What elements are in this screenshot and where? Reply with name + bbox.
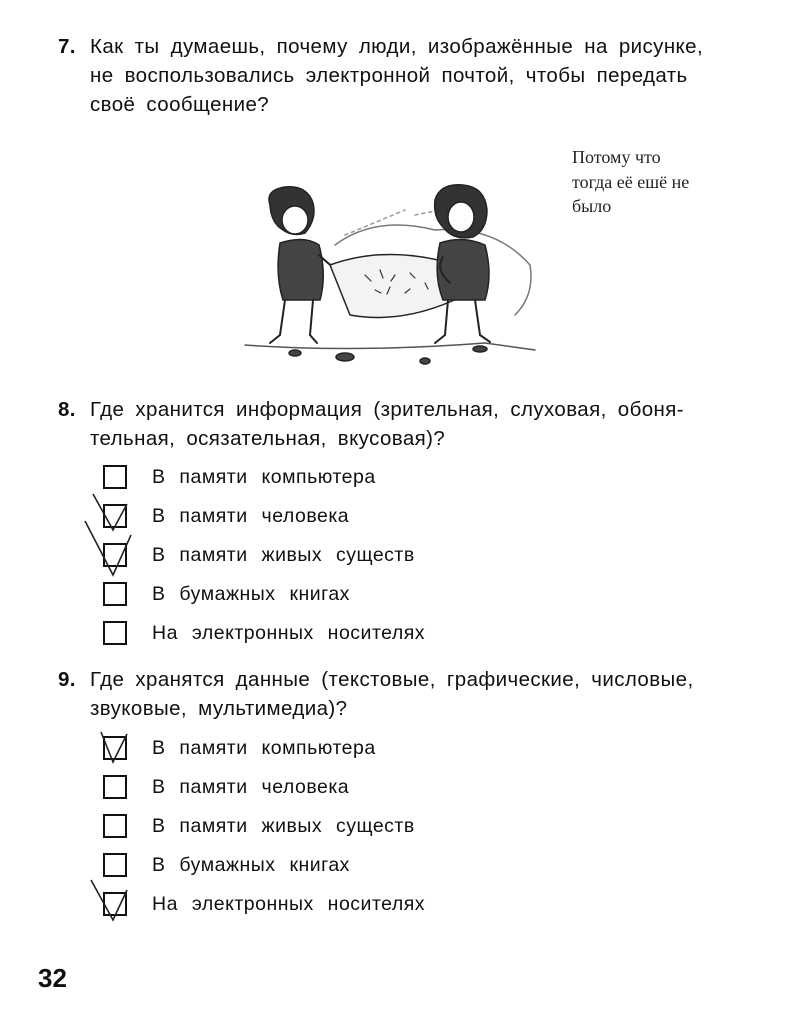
answer-line: Потому что	[572, 147, 661, 167]
question-number: 7.	[58, 35, 76, 58]
q9-option-5[interactable]	[103, 890, 425, 918]
checkbox[interactable]	[103, 465, 127, 489]
option-label: На электронных носителях	[152, 621, 426, 644]
option-label: В памяти живых существ	[152, 543, 415, 566]
checkbox[interactable]	[103, 814, 127, 838]
checkbox-checked[interactable]	[103, 892, 127, 916]
q9-option-4[interactable]	[103, 851, 350, 879]
checkbox-checked[interactable]	[103, 543, 127, 567]
q8-option-1[interactable]	[103, 463, 376, 491]
q9-option-1[interactable]	[103, 734, 376, 762]
question-number: 8.	[58, 398, 76, 421]
checkbox[interactable]	[103, 775, 127, 799]
q8-option-4[interactable]	[103, 580, 350, 608]
option-label: В памяти человека	[152, 504, 350, 527]
option-label: На электронных носителях	[152, 892, 426, 915]
question-text: не воспользовались электронной почтой, чтобы передать	[90, 64, 688, 87]
question-8	[58, 395, 768, 453]
q9-option-3[interactable]	[103, 812, 415, 840]
option-label: В бумажных книгах	[152, 582, 350, 605]
question-7	[58, 32, 768, 119]
option-label: В памяти компьютера	[152, 465, 376, 488]
page-number: 32	[38, 963, 67, 993]
q9-option-2[interactable]	[103, 773, 349, 801]
check-mark-icon	[91, 531, 143, 577]
question-9	[58, 665, 768, 723]
checkbox[interactable]	[103, 582, 127, 606]
checkbox[interactable]	[103, 853, 127, 877]
option-label: В бумажных книгах	[152, 853, 350, 876]
q8-option-3[interactable]	[103, 541, 415, 569]
question-text: Где хранятся данные (текстовые, графические, числовые,	[90, 668, 694, 691]
option-label: В памяти человека	[152, 775, 350, 798]
check-mark-icon	[91, 880, 143, 926]
question-number: 9.	[58, 668, 76, 691]
option-label: В памяти живых существ	[152, 814, 415, 837]
question-text: своё сообщение?	[90, 93, 270, 116]
question-text: тельная, осязательная, вкусовая)?	[90, 427, 446, 450]
checkbox-checked[interactable]	[103, 736, 127, 760]
q8-option-5[interactable]	[103, 619, 425, 647]
question-text: Где хранится информация (зрительная, слуховая, обоня-	[90, 398, 684, 421]
cavemen-illustration	[235, 175, 540, 375]
checkbox-checked[interactable]	[103, 504, 127, 528]
handwritten-answer	[572, 145, 742, 219]
option-label: В памяти компьютера	[152, 736, 376, 759]
checkbox[interactable]	[103, 621, 127, 645]
question-text: звуковые, мультимедиа)?	[90, 697, 348, 720]
answer-line: было	[572, 196, 612, 216]
answer-line: тогда её ешё не	[572, 171, 690, 192]
question-text: Как ты думаешь, почему люди, изображённые на рисунке,	[90, 35, 704, 58]
q8-option-2[interactable]	[103, 502, 349, 530]
check-mark-icon	[91, 724, 143, 770]
